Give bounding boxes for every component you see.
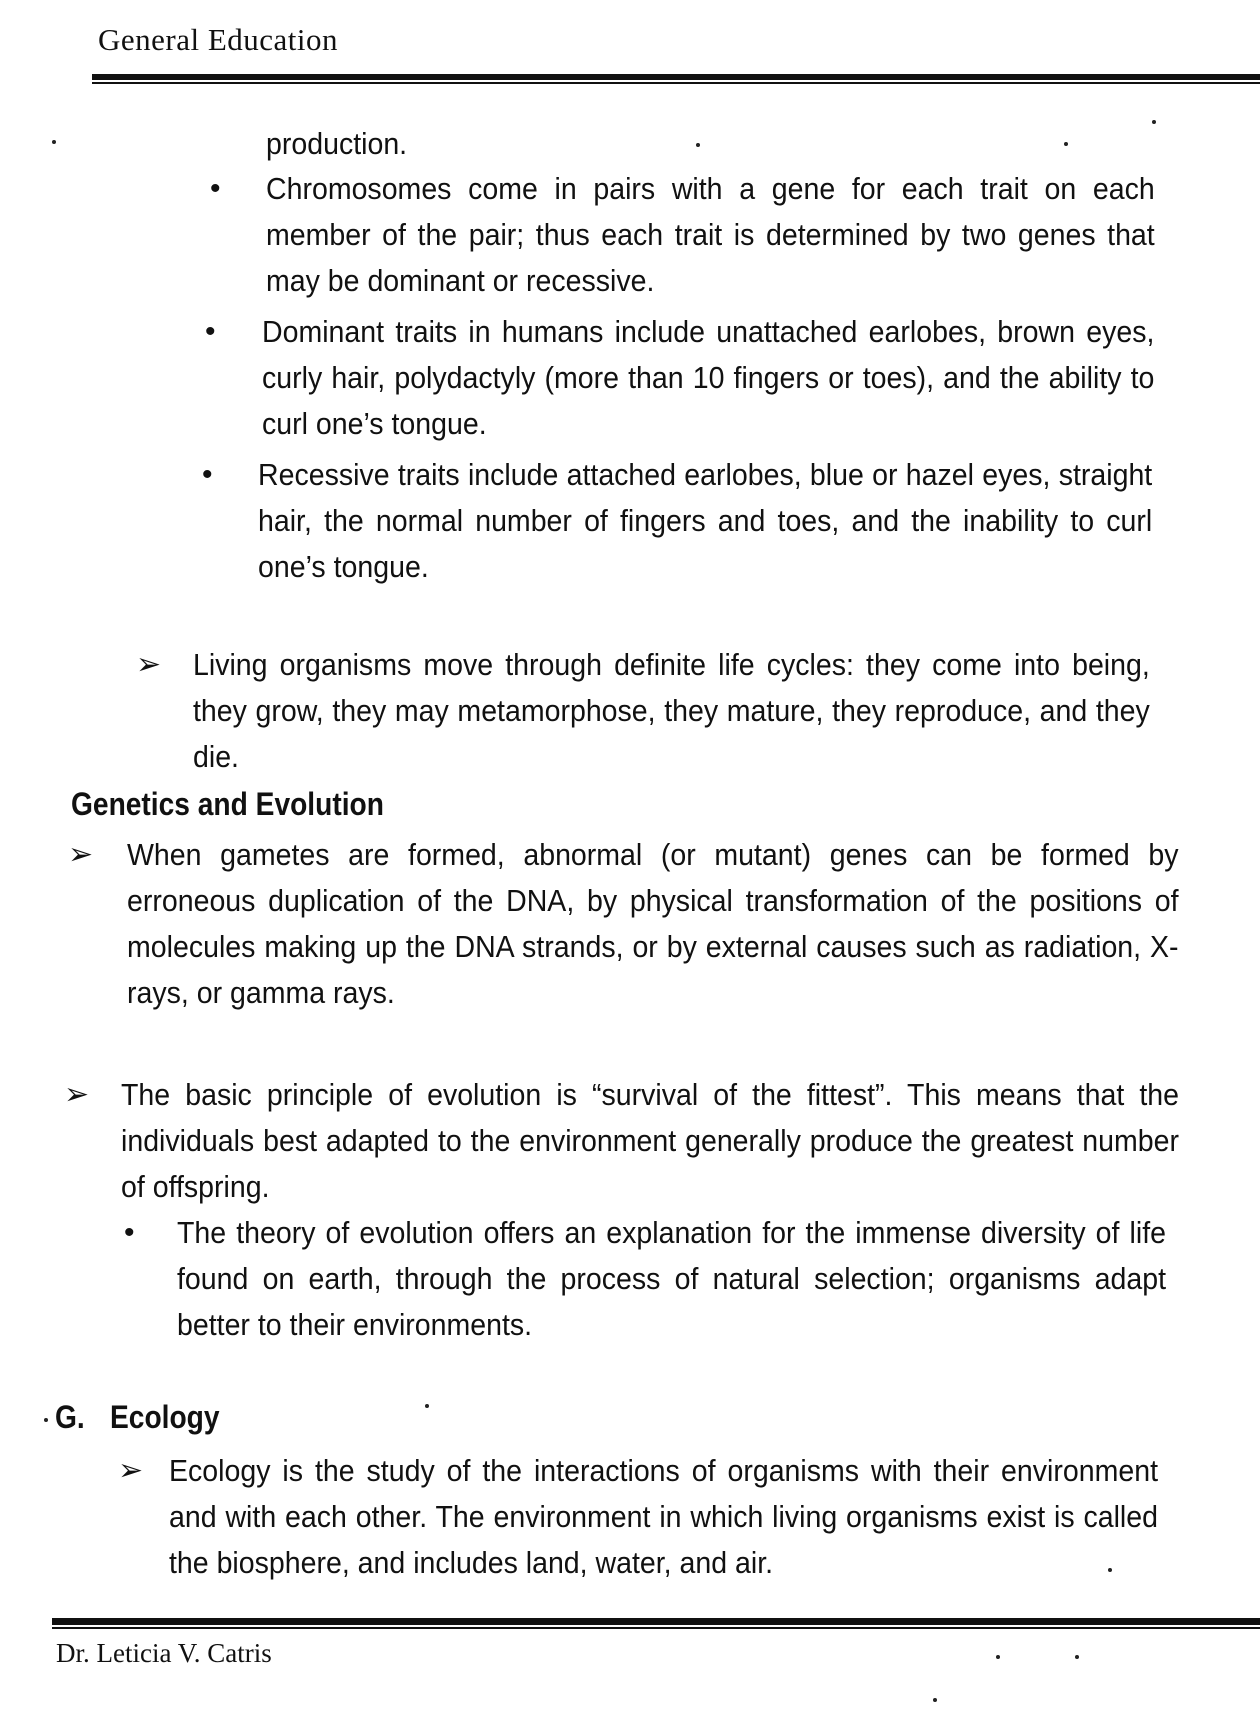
section-letter-g: G. [55, 1399, 85, 1435]
continuation-text: production. [266, 126, 408, 161]
scan-speck [933, 1698, 937, 1702]
bullet-icon: • [210, 172, 221, 205]
survival-text: The basic principle of evolution is “survival of the fittest”. This means that the individuals best adapted to the environment generally produce the greatest number of offspring. [121, 1077, 1179, 1204]
scan-speck [696, 143, 700, 147]
scan-speck [1108, 1568, 1112, 1572]
scan-speck [1152, 120, 1156, 124]
life-cycles-text: Living organisms move through definite life cycles: they come into being, they grow, they may metamorphose, they mature, they reproduce, and they die. [193, 647, 1150, 774]
scan-speck [996, 1655, 1000, 1659]
scan-speck [52, 140, 56, 144]
ecology-definition-text: Ecology is the study of the interactions of organisms with their environment and with each other. The environment in which living organisms exist is called the biosphere, and includes land, water, and air. [169, 1453, 1158, 1580]
scan-speck [44, 1418, 48, 1422]
mutant-genes-text: When gametes are formed, abnormal (or mutant) genes can be formed by erroneous duplication of the DNA, by physical transformation of the positions of molecules making up the DNA strands, or by external causes such as radiation, X-rays, or gamma rays. [127, 837, 1179, 1010]
bullet-icon: • [205, 315, 216, 348]
arrow-bullet-icon: ➢ [136, 648, 162, 681]
section-heading-genetics: Genetics and Evolution [71, 786, 384, 822]
footer-rule-thin [52, 1627, 1260, 1629]
bullet-icon: • [124, 1216, 135, 1249]
header-rule [92, 74, 1260, 80]
theory-of-evolution-text: The theory of evolution offers an explanation for the immense diversity of life found on earth, through the process of natural selection; organisms adapt better to their environments. [177, 1215, 1166, 1342]
scan-speck [1075, 1655, 1079, 1659]
bullet-icon: • [202, 458, 213, 491]
footer-author: Dr. Leticia V. Catris [56, 1638, 272, 1668]
footer-rule [52, 1618, 1260, 1625]
header-rule-thin [92, 82, 1260, 84]
scan-speck [1064, 142, 1068, 146]
arrow-bullet-icon: ➢ [68, 838, 94, 871]
bullet-dominant-traits: Dominant traits in humans include unattached earlobes, brown eyes, curly hair, polydactyly (more than 10 fingers or toes), and the ability to curl one’s tongue. [262, 314, 1155, 441]
section-heading-ecology: Ecology [110, 1399, 220, 1435]
arrow-bullet-icon: ➢ [64, 1078, 90, 1111]
bullet-recessive-traits: Recessive traits include attached earlobes, blue or hazel eyes, straight hair, the normal number of fingers and toes, and the inability to curl one’s tongue. [258, 457, 1153, 584]
arrow-bullet-icon: ➢ [118, 1454, 144, 1487]
bullet-chromosomes: Chromosomes come in pairs with a gene for each trait on each member of the pair; thus each trait is determined by two genes that may be dominant or recessive. [266, 171, 1155, 298]
page-header-title: General Education [98, 22, 339, 57]
scan-speck [425, 1404, 429, 1408]
